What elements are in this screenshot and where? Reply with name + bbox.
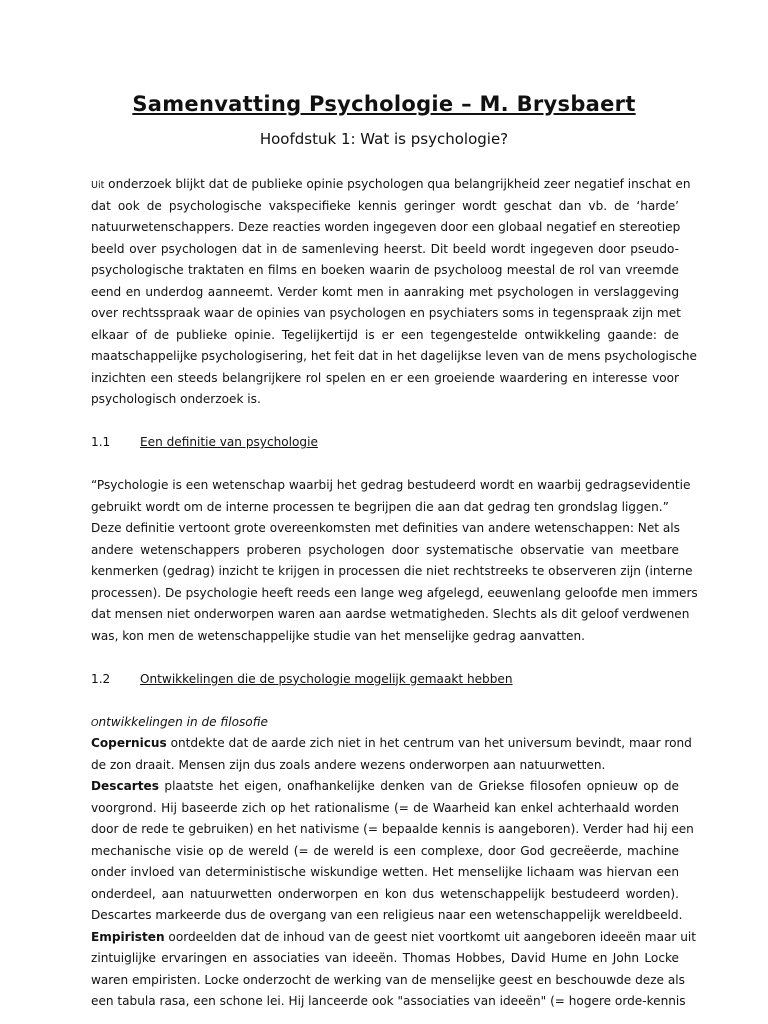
intro-line: elkaar of de publieke opinie. Tegelijkertijd is er een tegengestelde ontwikkeling gaande: de [91, 327, 679, 342]
intro-line: beeld over psychologen dat in de samenleving heerst. Dit beeld wordt ingegeven door pseudo- [91, 241, 679, 256]
intro-paragraph [91, 174, 697, 411]
section-heading-1-1 [91, 432, 679, 454]
intro-line: Uit onderzoek blijkt dat de publieke opinie psychologen qua belangrijkheid zeer negatief inschat en [91, 177, 691, 191]
section-heading-1-2 [91, 669, 679, 691]
intro-line: over rechtsspraak waar de opinies van psychologen en psychiaters soms in tegenspraak zijn met [91, 306, 681, 320]
paragraph-line: waren empiristen. Locke onderzocht de werking van de menselijke geest en beschouwde deze als [91, 972, 685, 987]
paragraph-line: onder invloed van deterministische wiskundige wetten. Het menselijke lichaam was hiervan een [91, 865, 679, 879]
intro-line: psychologische traktaten en films en boeken waarin de psycholoog meestal de rol van vreemde [91, 263, 679, 277]
copernicus-paragraph [91, 733, 692, 776]
definition-line: processen). De psychologie heeft reeds een lange weg afgelegd, eeuwenlang geloofde men immers [91, 585, 698, 600]
document-title: Samenvatting Psychologie – M. Brysbaert [132, 92, 636, 116]
intro-line: natuurwetenschappers. Deze reacties worden ingegeven door een globaal negatief en stereotiep [91, 220, 681, 234]
definition-line: kenmerken (gedrag) inzicht te krijgen in processen die niet rechtstreeks te observeren zijn (interne [91, 564, 693, 578]
paragraph-line: mechanische visie op de wereld (= de wereld is een complexe, door God gecreëerde, machine [91, 843, 679, 858]
document-body [91, 174, 698, 1013]
descartes-paragraph [91, 776, 694, 927]
intro-first-word: Uit [91, 180, 105, 191]
intro-line: psychologisch onderzoek is. [91, 392, 261, 406]
term-descartes: Descartes [91, 779, 159, 793]
term-empiristen: Empiristen [91, 929, 165, 944]
definition-line: was, kon men de wetenschappelijke studie van het menselijke gedrag aanvatten. [91, 628, 585, 643]
paragraph-line: door de rede te gebruiken) en het nativisme (= bepaalde kennis is aangeboren). Verder had hij een [91, 822, 694, 836]
paragraph-line: de zon draait. Mensen zijn dus zoals andere wezens onderworpen aan natuurwetten. [91, 757, 606, 772]
paragraph-line: Copernicus ontdekte dat de aarde zich niet in het centrum van het universum bevindt, maar rond [91, 736, 692, 750]
empiristen-paragraph [91, 927, 696, 1013]
intro-line: inzichten een steeds belangrijkere rol spelen en er een groeiende waardering en interesse voor [91, 370, 679, 385]
section-number: 1.2 [91, 671, 111, 686]
definition-line: andere wetenschappers proberen psychologen door systematische observatie van meetbare [91, 542, 679, 557]
intro-line: maatschappelijke psychologisering, het feit dat in het dagelijkse leven van de mens psychologische [91, 349, 697, 363]
subsection-heading: Ontwikkelingen in de filosofie [91, 714, 268, 729]
paragraph-line: zintuiglijke ervaringen en associaties van ideeën. Thomas Hobbes, David Hume en John Locke [91, 951, 679, 965]
definition-line: gebruikt wordt om de interne processen te begrijpen die aan dat gedrag ten grondslag liggen.” [91, 499, 669, 514]
paragraph-line: voorgrond. Hij baseerde zich op het rationalisme (= de Waarheid kan enkel achterhaald worden [91, 800, 679, 815]
paragraph-line: onderdeel, aan natuurwetten onderworpen en kon dus wetenschappelijk bestudeerd worden). [91, 886, 679, 901]
section-number: 1.1 [91, 435, 111, 449]
term-copernicus: Copernicus [91, 736, 167, 750]
paragraph-line: Descartes plaatste het eigen, onafhankelijke denken van de Griekse filosofen opnieuw op de [91, 779, 679, 793]
paragraph-line: Descartes markeerde dus de overgang van een religieus naar een wetenschappelijk wereldbeeld. [91, 908, 683, 922]
intro-line: dat ook de psychologische vakspecifieke kennis geringer wordt geschat dan vb. de ‘harde’ [91, 198, 679, 213]
section-heading-text: Ontwikkelingen die de psychologie mogelijk gemaakt hebben [140, 671, 513, 686]
paragraph-line: een tabula rasa, een schone lei. Hij lanceerde ook "associaties van ideeën" (= hogere orde-kennis [91, 994, 686, 1008]
definition-line: Deze definitie vertoont grote overeenkomsten met definities van andere wetenschappen: Net als [91, 521, 680, 535]
definition-line: dat mensen niet onderworpen waren aan aardse wetmatigheden. Slechts als dit geloof verdwenen [91, 607, 690, 621]
chapter-title: Hoofdstuk 1: Wat is psychologie? [259, 130, 509, 148]
section-heading-text: Een definitie van psychologie [140, 435, 318, 449]
definition-line: “Psychologie is een wetenschap waarbij het gedrag bestudeerd wordt en waarbij gedragsevidentie [91, 478, 691, 492]
paragraph-line: Empiristen oordeelden dat de inhoud van de geest niet voortkomt uit aangeboren ideeën maar uit [91, 929, 696, 944]
definition-paragraph [91, 475, 698, 647]
intro-line: eend en underdog aanneemt. Verder komt men in aanraking met psychologen in verslaggeving [91, 284, 679, 299]
